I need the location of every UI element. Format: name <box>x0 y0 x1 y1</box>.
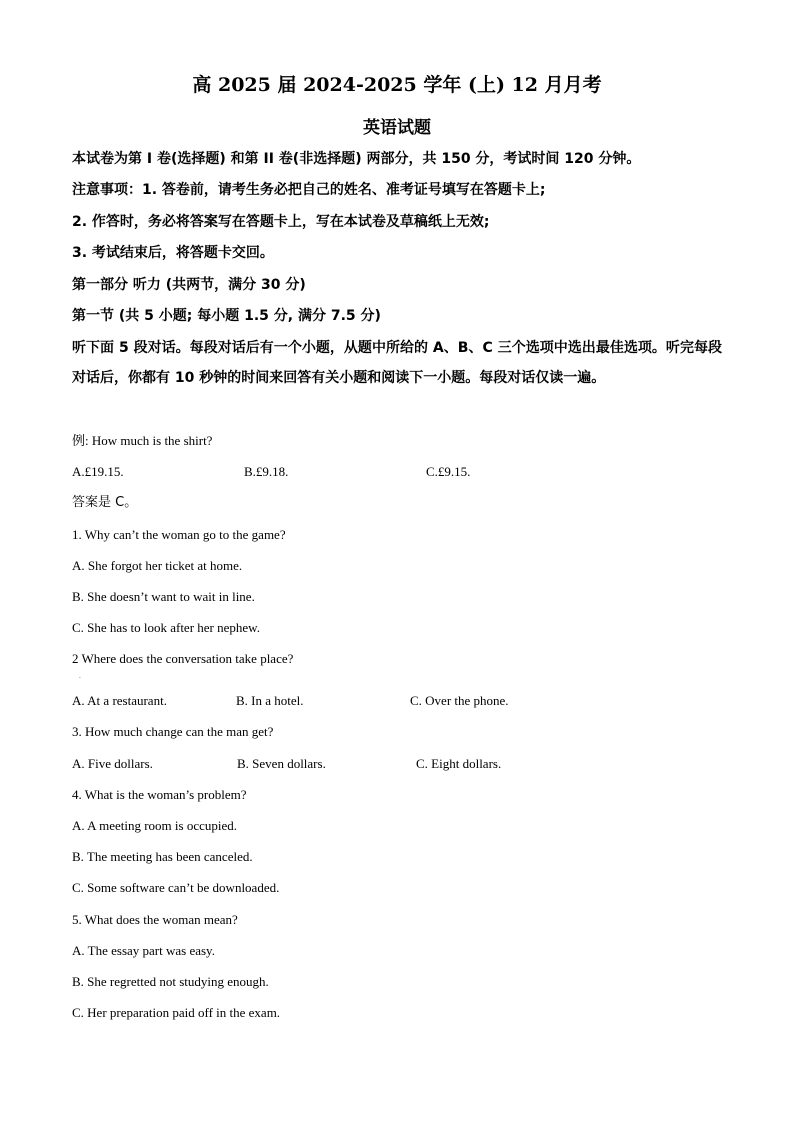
q2-option-c: C. Over the phone. <box>410 693 509 708</box>
example-question: 例: How much is the shirt? <box>72 433 213 448</box>
question-2: 2 Where does the conversation take place? <box>72 651 294 666</box>
q1-option-c: C. She has to look after her nephew. <box>72 620 260 635</box>
q4-option-a: A. A meeting room is occupied. <box>72 818 238 833</box>
part-heading: 第一部分 听力 (共两节，满分 30 分) <box>72 277 306 293</box>
q3-option-a: A. Five dollars. <box>72 756 153 771</box>
exam-intro: 本试卷为第 I 卷(选择题) 和第 II 卷(非选择题) 两部分，共 150 分，考试时间 120 分钟。 <box>72 151 641 167</box>
q1-option-b: B. She doesn’t want to wait in line. <box>72 589 255 604</box>
exam-title: 高 2025 届 2024-2025 学年 (上) 12 月月考 <box>192 74 602 96</box>
example-answer: 答案是 C。 <box>72 495 138 510</box>
note-2: 2. 作答时，务必将答案写在答题卡上，写在本试卷及草稿纸上无效; <box>72 214 490 230</box>
q3-option-c: C. Eight dollars. <box>416 756 502 771</box>
example-option-a: A.£19.15. <box>72 464 124 479</box>
example-option-b: B.£9.18. <box>244 464 289 479</box>
note-1: 注意事项：1. 答卷前，请考生务必把自己的姓名、准考证号填写在答题卡上; <box>72 182 546 198</box>
example-option-c: C.£9.15. <box>426 464 471 479</box>
segment-heading: 第一节 (共 5 小题; 每小题 1.5 分, 满分 7.5 分) <box>72 308 381 324</box>
question-3: 3. How much change can the man get? <box>72 724 274 739</box>
exam-subtitle: 英语试题 <box>363 118 431 138</box>
question-4: 4. What is the woman’s problem? <box>72 787 247 802</box>
directions-text: 听下面 5 段对话。每段对话后有一个小题，从题中所给的 A、B、C 三个选项中选出最佳选项。听完每段对话后，你都有 10 秒钟的时间来回答有关小题和阅读下一小题。每段对话仅读一遍。 <box>72 340 722 386</box>
q3-option-b: B. Seven dollars. <box>237 756 326 771</box>
note-3: 3. 考试结束后，将答题卡交回。 <box>72 245 274 261</box>
q5-option-a: A. The essay part was easy. <box>72 943 215 958</box>
stray-mark: ． <box>79 674 86 680</box>
q2-option-a: A. At a restaurant. <box>72 693 167 708</box>
q2-option-b: B. In a hotel. <box>236 693 304 708</box>
question-1: 1. Why can’t the woman go to the game? <box>72 527 286 542</box>
q4-option-b: B. The meeting has been canceled. <box>72 849 253 864</box>
q1-option-a: A. She forgot her ticket at home. <box>72 558 243 573</box>
q5-option-b: B. She regretted not studying enough. <box>72 974 269 989</box>
q4-option-c: C. Some software can’t be downloaded. <box>72 880 280 895</box>
question-5: 5. What does the woman mean? <box>72 912 238 927</box>
q5-option-c: C. Her preparation paid off in the exam. <box>72 1005 281 1020</box>
